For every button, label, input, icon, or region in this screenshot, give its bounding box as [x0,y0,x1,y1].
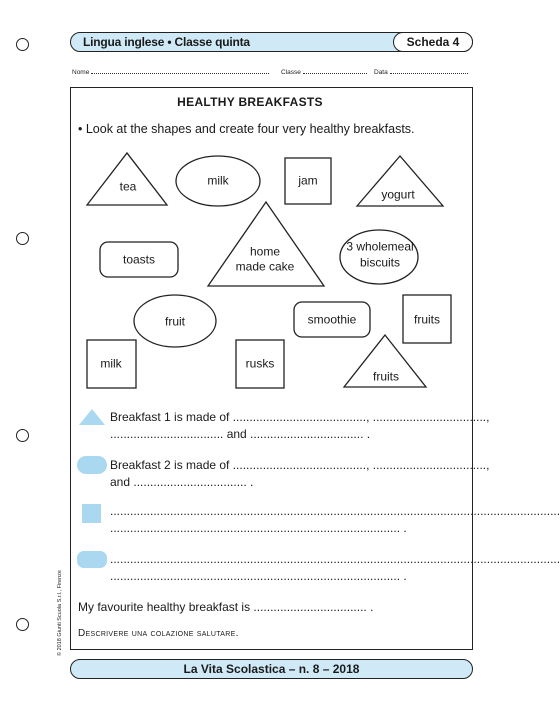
smoothie-label: smoothie [307,312,357,327]
class-label: Classe [281,69,301,76]
oval-icon [77,456,107,474]
wholemeal-label-line1: 3 wholemeal [346,239,414,254]
favourite-breakfast-line[interactable]: My favourite healthy breakfast is .................................. . [78,600,374,614]
copyright-credit: © 2018 Giunti Scuola S.r.l., Firenze [57,570,63,656]
rounded-rectangle-icon [77,551,107,568]
breakfast1-line2[interactable]: .................................. and .................................. . [110,427,371,441]
worksheet-title: HEALTHY BREAKFASTS [177,95,323,109]
jam-label: jam [298,173,318,188]
fruits-square-label: fruits [413,312,441,327]
square-icon [82,504,101,523]
breakfast4-line2[interactable]: ....................................................................................... . [110,569,407,583]
name-label: Nome [72,69,90,76]
breakfast3-line1[interactable]: ....................................................................................................................................... [110,504,560,518]
wholemeal-label-line2: biscuits [359,255,401,270]
home-made-cake-label-line1: home [249,244,281,259]
instruction-text: • Look at the shapes and create four very healthy breakfasts. [78,122,415,136]
activity-description: Descrivere una colazione salutare. [78,628,239,639]
breakfast1-line1[interactable]: Breakfast 1 is made of ........................................, .................................., [110,410,490,424]
triangle-icon [78,408,106,426]
toasts-label: toasts [122,252,156,267]
milk-square-label: milk [100,356,122,371]
worksheet-number-tab: Scheda 4 [393,32,473,52]
fruit-label: fruit [164,314,186,329]
subject-title: Lingua inglese • Classe quinta [83,35,250,49]
breakfast2-line1[interactable]: Breakfast 2 is made of ........................................, .................................., [110,458,490,472]
breakfast3-line2[interactable]: ....................................................................................... . [110,521,407,535]
date-label: Data [374,69,388,76]
breakfast2-line2[interactable]: and .................................. . [110,475,254,489]
footer-bar: La Vita Scolastica – n. 8 – 2018 [70,659,473,679]
home-made-cake-label-line2: made cake [235,259,295,274]
tea-label: tea [119,179,137,194]
fruits-triangle-label: fruits [372,369,400,384]
rusks-label: rusks [245,356,275,371]
yogurt-label: yogurt [381,187,415,202]
milk-oval-label: milk [207,173,229,188]
breakfast4-line1[interactable]: ....................................................................................................................................... [110,552,560,566]
